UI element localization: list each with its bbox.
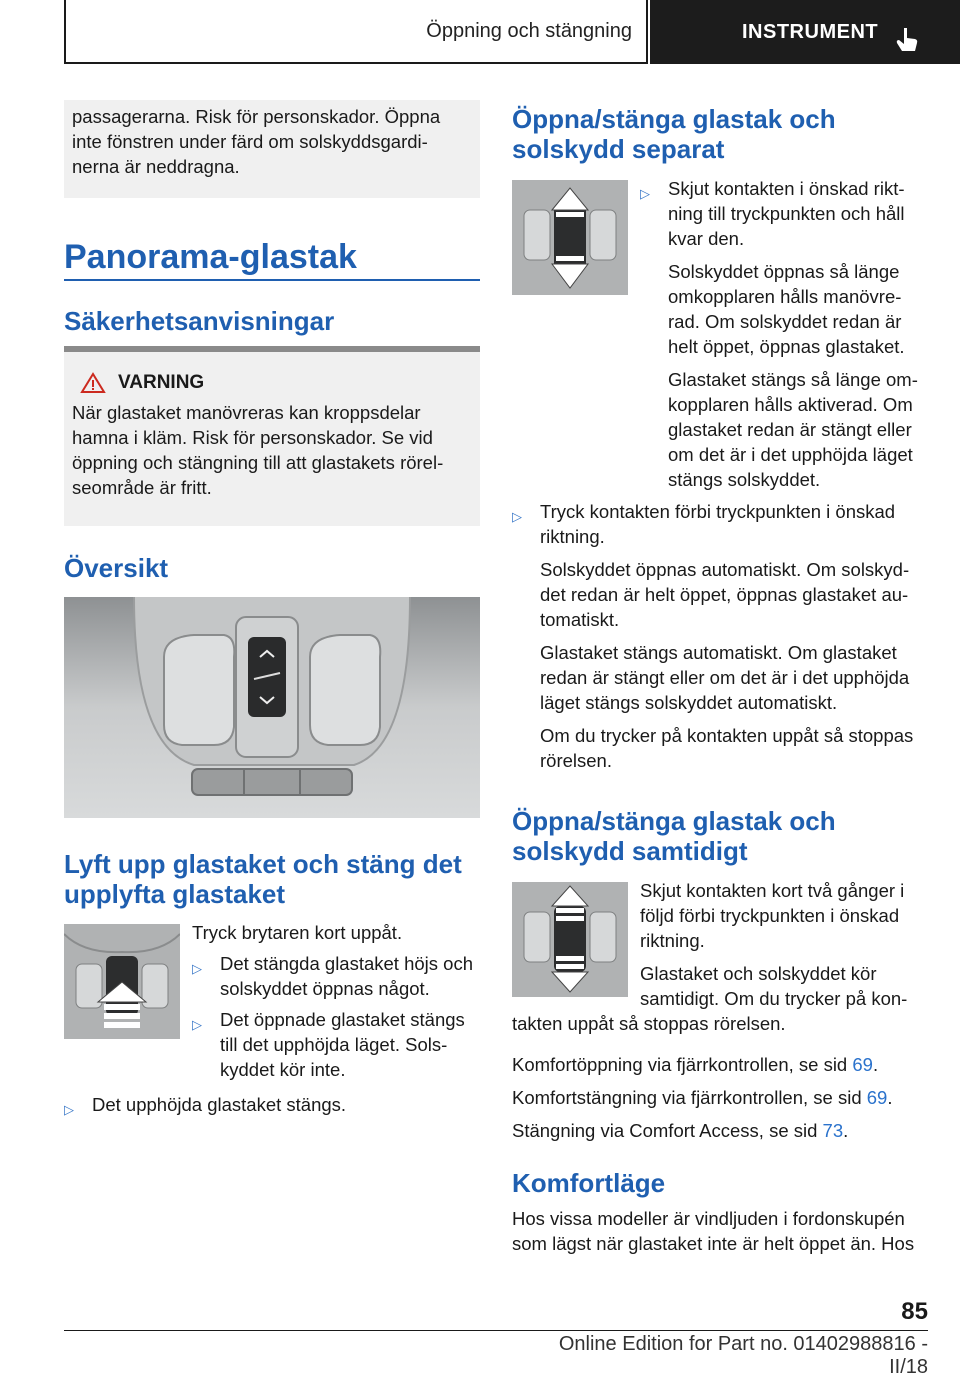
continued-warning-box xyxy=(64,100,480,198)
list-item: ▷ Det stängda glastaket höjs och solskyddet öppnas något. xyxy=(192,953,473,999)
page-link[interactable]: 73 xyxy=(822,1120,844,1141)
heading-lift: Lyft upp glastaket och stäng det upplyfta glastaket xyxy=(64,849,462,909)
warning-box xyxy=(64,352,480,526)
hand-pointer-icon xyxy=(893,26,921,54)
footer-rule xyxy=(64,1330,928,1331)
simultaneous-text-2a: Glastaket och solskyddet kör samtidigt. Om du trycker på kon‐ xyxy=(640,963,908,1009)
list-item: ▷ Det upphöjda glastaket stängs. xyxy=(64,1092,480,1122)
comfort-close-ref: Komfortstängning via fjärrkontrollen, se sid 69. xyxy=(512,1087,893,1108)
comfort-access-ref: Stängning via Comfort Access, se sid 73. xyxy=(512,1120,849,1141)
lift-switch-image xyxy=(64,924,180,1039)
warning-title: VARNING xyxy=(118,372,205,393)
footer-edition: Online Edition for Part no. 01402988816 - II/18 xyxy=(558,1333,928,1378)
page-number: 85 xyxy=(901,1298,928,1325)
warning-text: När glastaket manövreras kan kroppsdelar hamna i kläm. Risk för personskador. Se vid öppning och stängning till att glastakets rörel‐seområde är fritt. xyxy=(72,402,444,498)
bullet-triangle-icon: ▷ xyxy=(192,1017,202,1032)
heading-simultaneous: Öppna/stänga glastak och solskydd samtidigt xyxy=(512,806,836,866)
simultaneous-text-2b: takten uppåt så stoppas rörelsen. xyxy=(512,1013,786,1034)
page-link[interactable]: 69 xyxy=(852,1054,873,1075)
comfort-open-ref: Komfortöppning via fjärrkontrollen, se sid 69. xyxy=(512,1054,879,1075)
heading-safety: Säkerhetsanvisningar xyxy=(64,306,335,336)
list-item: ▷ Det öppnade glastaket stängs till det upphöjda läget. Sols‐kyddet kör inte. xyxy=(192,1009,465,1080)
page-title: Panorama-glastak xyxy=(64,238,357,276)
heading-comfort: Komfortläge xyxy=(512,1168,666,1198)
section-title: Öppning och stängning xyxy=(426,19,632,42)
list-item: ▷ Tryck kontakten förbi tryckpunkten i önskad riktning. Solskyddet öppnas automatiskt. Om solskyd‐det redan är helt öppet, öppnas glastaket au‐tomatiskt. Glastaket stängs automatiskt. Om glastaket redan är stängt eller om det är i det upphöjda läget stängs solskyddet automatiskt. Om du trycker på kontakten uppåt så stoppas rörelsen. xyxy=(512,501,914,771)
continued-warning-text: passagerarna. Risk för personskador. Öppna inte fönstren under färd om solskyddsgardi‐nerna är neddragna. xyxy=(72,106,441,177)
chapter-title: INSTRUMENT xyxy=(742,20,879,43)
simultaneous-text: Skjut kontakten kort två gånger i följd förbi tryckpunkten i önskad riktning. xyxy=(640,880,905,951)
section-header xyxy=(64,0,648,64)
heading-separate: Öppna/stänga glastak och solskydd separat xyxy=(512,104,836,164)
overview-image xyxy=(64,597,480,818)
bullet-triangle-icon: ▷ xyxy=(640,186,650,201)
list-item: ▷ Skjut kontakten i önskad rikt‐ning till tryckpunkten och håll kvar den. Solskyddet öppnas så länge omkopplaren hålls manövre‐rad. Om solskyddet redan är helt öppet, öppnas glastaket. Glastaket stängs så länge om‐kopplaren hålls aktiverad. Om glastaket redan är stängt eller om det är i det upphöjda läget stängs solskyddet. xyxy=(640,178,918,490)
title-rule xyxy=(64,279,480,281)
simultaneous-switch-image xyxy=(512,882,628,997)
warning-triangle-icon xyxy=(80,372,106,394)
comfort-text: Hos vissa modeller är vindljuden i fordonskupén som lägst när glastaket inte är helt öppet än. Hos xyxy=(512,1208,915,1254)
separate-switch-image xyxy=(512,180,628,295)
bullet-triangle-icon: ▷ xyxy=(512,509,522,524)
page-link[interactable]: 69 xyxy=(866,1087,888,1108)
heading-overview: Översikt xyxy=(64,553,169,583)
bullet-triangle-icon: ▷ xyxy=(192,961,202,976)
lift-intro: Tryck brytaren kort uppåt. xyxy=(192,922,403,943)
bullet-triangle-icon: ▷ xyxy=(64,1102,74,1117)
